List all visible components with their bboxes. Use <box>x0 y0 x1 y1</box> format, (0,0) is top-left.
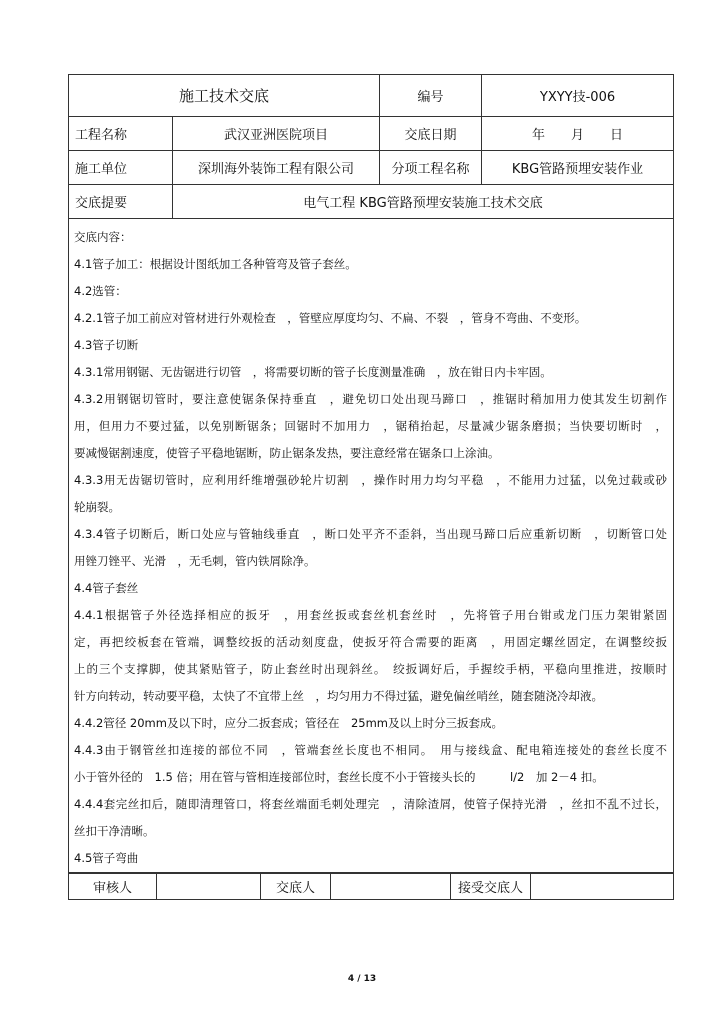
header-table <box>68 74 674 873</box>
subitem-name-label: 分项工程名称 <box>380 151 482 185</box>
content-line: 4.3.2用钢锯切管时，要注意使锯条保持垂直 ，避免切口处出现马蹄口 ，推锯时稍加用力使其发生切割作 <box>74 392 668 406</box>
receiver-label: 接受交底人 <box>451 874 531 900</box>
number-value: YXYY技-006 <box>482 75 674 117</box>
summary-label: 交底提要 <box>69 185 173 219</box>
content-line: 4.1管子加工：根据设计图纸加工各种管弯及管子套丝。 <box>74 257 357 271</box>
content-line: 轮崩裂。 <box>74 500 120 514</box>
content-line: 4.2选管： <box>74 284 127 298</box>
page-number: 4 / 13 <box>347 974 377 984</box>
content-line: 4.3.1常用钢锯、无齿锯进行切管 ，将需要切断的管子长度测量准确 ，放在钳日内卡牢固。 <box>74 365 552 379</box>
number-label: 编号 <box>380 75 482 117</box>
content-line: 4.4.1根据管子外径选择相应的扳牙 ，用套丝扳或套丝机套丝时 ，先将管子用台钳或龙门压力架钳紧固 <box>74 608 668 622</box>
content-line: 4.4.3由于钢管丝扣连接的部位不同 ，管端套丝长度也不相同。 用与接线盒、配电箱连接处的套丝长度不 <box>74 743 668 757</box>
signature-table <box>68 873 674 900</box>
disclosure-date-label: 交底日期 <box>380 117 482 151</box>
content-line: 要减慢锯割速度，使管子平稳地锯断，防止锯条发热，要注意经常在锯条口上涂油。 <box>74 446 500 460</box>
content-line: 交底内容： <box>74 230 132 244</box>
content-line: 针方向转动，转动要平稳，太快了不宜带上丝 ，均匀用力不得过猛，避免偏丝哨丝，随套随浇冷却液。 <box>74 689 603 703</box>
content-line: 小于管外径的 1.5 倍；用在管与管相连接部位时，套丝长度不小于管接头长的 l/2 加 2－4 扣。 <box>74 770 604 784</box>
discloser-label: 交底人 <box>261 874 331 900</box>
content-line: 定，再把绞板套在管端，调整绞扳的活动刻度盘，使扳牙符合需要的距离 ，用固定螺丝固定，在调整绞扳 <box>74 635 668 649</box>
construction-unit-value: 深圳海外装饰工程有限公司 <box>173 151 380 185</box>
content-line: 4.5管子弯曲 <box>74 851 139 865</box>
content-line: 4.2.1管子加工前应对管材进行外观检查 ，管壁应厚度均匀、不扁、不裂 ，管身不弯曲、不变形。 <box>74 311 587 325</box>
content-line: 用，但用力不要过猛，以免别断锯条；回锯时不加用力 ，锯稍抬起，尽量减少锯条磨损；当快要切断时 ， <box>74 419 668 433</box>
content-line: 4.4.4套完丝扣后，随即清理管口，将套丝端面毛刺处理完 ，清除渣屑，使管子保持光滑 ，丝扣不乱不过长， <box>74 797 668 811</box>
content-line: 4.3.4管子切断后，断口处应与管轴线垂直 ，断口处平齐不歪斜，当出现马蹄口后应重新切断 ，切断管口处 <box>74 527 668 541</box>
content-line: 丝扣干净清晰。 <box>74 824 155 838</box>
disclosure-content <box>69 219 674 873</box>
content-line: 上的三个支撑脚，使其紧贴管子，防止套丝时出现斜丝。 绞扳调好后，手握绞手柄，平稳向里推进，按顺时 <box>74 662 668 676</box>
discloser-signature-field <box>331 874 451 900</box>
project-name-value: 武汉亚洲医院项目 <box>173 117 380 151</box>
content-line: 用锉刀锉平、光滑 ，无毛刺，管内铁屑除净。 <box>74 554 316 568</box>
content-line: 4.3管子切断 <box>74 338 139 352</box>
disclosure-date-value: 年 月 日 <box>482 117 674 151</box>
construction-unit-label: 施工单位 <box>69 151 173 185</box>
content-line: 4.3.3用无齿锯切管时，应利用纤维增强砂轮片切割 ，操作时用力均匀平稳 ，不能用力过猛，以免过载或砂 <box>74 473 668 487</box>
project-name-label: 工程名称 <box>69 117 173 151</box>
technical-disclosure-form <box>68 74 673 900</box>
content-line: 4.4管子套丝 <box>74 581 139 595</box>
reviewer-signature-field <box>157 874 261 900</box>
content-line: 4.4.2管径 20mm及以下时，应分二扳套成；管径在 25mm及以上时分三扳套成。 <box>74 716 503 730</box>
receiver-signature-field <box>531 874 674 900</box>
form-title: 施工技术交底 <box>69 75 380 117</box>
summary-value: 电气工程 KBG管路预埋安装施工技术交底 <box>173 185 674 219</box>
reviewer-label: 审核人 <box>69 874 157 900</box>
subitem-name-value: KBG管路预埋安装作业 <box>482 151 674 185</box>
